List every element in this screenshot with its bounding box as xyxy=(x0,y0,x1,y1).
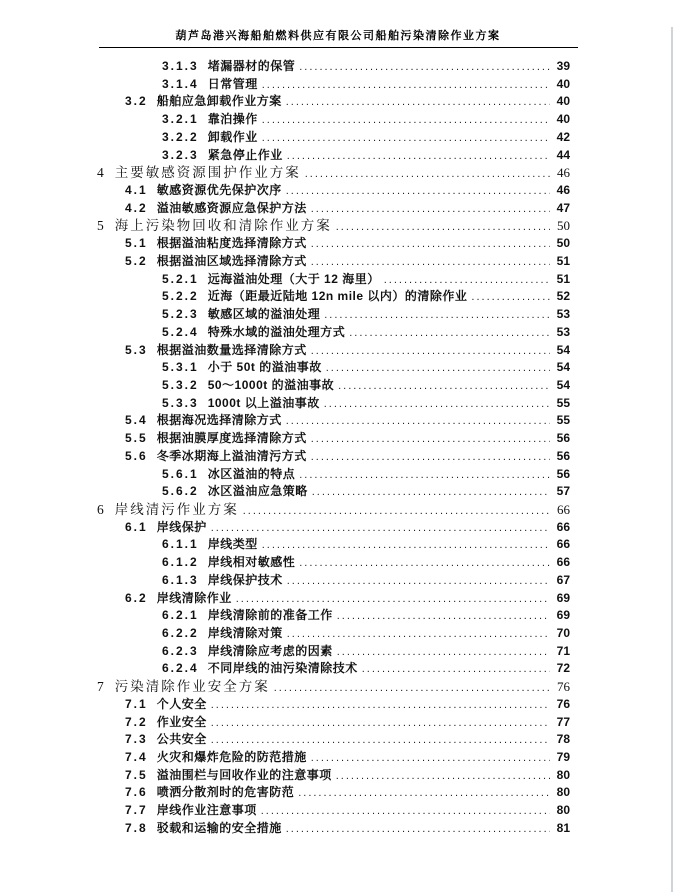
toc-entry-number: 7.5 xyxy=(125,767,148,782)
document-page xyxy=(0,27,676,892)
toc-dot-leader xyxy=(211,697,550,715)
toc-entry[interactable] xyxy=(0,820,676,838)
toc-entry-number: 5.2.1 xyxy=(162,271,199,286)
toc-entry-title: 驳载和运输的安全措施 xyxy=(156,820,282,835)
toc-entry-number: 6.1.1 xyxy=(162,537,199,552)
toc-entry[interactable] xyxy=(0,412,676,430)
toc-entry-title: 冰区溢油应急策略 xyxy=(207,484,308,499)
toc-entry-title: 敏感区域的溢油处理 xyxy=(207,307,321,322)
toc-entry-title: 岸线清污作业方案 xyxy=(114,501,239,517)
toc-entry[interactable] xyxy=(0,660,676,678)
toc-dot-leader xyxy=(262,112,550,130)
toc-entry[interactable] xyxy=(0,784,676,802)
toc-entry-number: 7 xyxy=(97,679,106,695)
toc-dot-leader xyxy=(362,661,550,679)
toc-entry[interactable] xyxy=(0,129,676,147)
toc-dot-leader xyxy=(311,236,550,254)
toc-entry-title: 船舶应急卸载作业方案 xyxy=(156,94,282,109)
toc-entry[interactable] xyxy=(0,288,676,306)
toc-entry-page: 55 xyxy=(556,395,570,410)
toc-entry-number: 7.1 xyxy=(125,696,148,711)
toc-entry-number: 6.1.2 xyxy=(162,555,199,570)
toc-entry-page: 54 xyxy=(556,360,570,375)
toc-entry-page: 46 xyxy=(557,165,570,181)
toc-entry-title: 岸线清除应考虑的因素 xyxy=(207,643,333,658)
toc-entry[interactable] xyxy=(0,554,676,572)
toc-entry-title: 个人安全 xyxy=(156,696,207,711)
document-header-title: 葫芦岛港兴海船舶燃料供应有限公司船舶污染清除作业方案 xyxy=(175,30,501,42)
toc-entry-page: 51 xyxy=(556,271,570,286)
toc-entry[interactable] xyxy=(0,235,676,253)
toc-entry-title: 堵漏器材的保管 xyxy=(207,59,296,73)
toc-dot-leader xyxy=(211,715,550,733)
toc-entry-title: 1000t 以上溢油事故 xyxy=(207,395,320,410)
toc-entry[interactable] xyxy=(0,111,676,129)
toc-entry-page: 67 xyxy=(556,572,570,587)
toc-entry-number: 5.2.4 xyxy=(162,324,199,339)
toc-dot-leader xyxy=(305,166,550,184)
toc-entry-number: 7.7 xyxy=(125,803,148,818)
toc-entry-page: 40 xyxy=(556,94,570,109)
toc-entry-page: 47 xyxy=(556,200,570,215)
toc-entry-number: 5.1 xyxy=(125,236,148,251)
toc-entry-page: 81 xyxy=(556,820,570,835)
toc-entry-title: 冬季冰期海上溢油清污方式 xyxy=(156,448,307,463)
toc-entry-page: 53 xyxy=(556,324,570,339)
toc-entry[interactable] xyxy=(0,342,676,360)
toc-entry-page: 56 xyxy=(556,448,570,463)
toc-entry[interactable] xyxy=(0,395,676,413)
toc-entry-page: 51 xyxy=(556,253,570,268)
toc-entry-page: 54 xyxy=(556,342,570,357)
toc-entry-title: 岸线作业注意事项 xyxy=(156,803,257,818)
toc-entry-number: 5.3 xyxy=(125,342,148,357)
toc-entry[interactable] xyxy=(0,590,676,608)
toc-dot-leader xyxy=(324,396,550,414)
toc-dot-leader xyxy=(262,77,550,95)
toc-entry-title: 岸线类型 xyxy=(207,537,258,552)
toc-entry-page: 42 xyxy=(556,129,570,144)
toc-entry[interactable] xyxy=(0,731,676,749)
toc-entry-title: 岸线清除前的准备工作 xyxy=(207,608,333,623)
toc-dot-leader xyxy=(236,591,550,609)
toc-entry[interactable] xyxy=(0,714,676,732)
toc-entry-title: 根据油膜厚度选择清除方式 xyxy=(156,431,307,446)
toc-entry[interactable] xyxy=(0,607,676,625)
toc-dot-leader xyxy=(337,644,550,662)
toc-entry[interactable] xyxy=(0,696,676,714)
toc-dot-leader xyxy=(243,503,550,521)
toc-entry-number: 3.2.1 xyxy=(162,112,199,127)
toc-dot-leader xyxy=(324,307,550,325)
toc-dot-leader xyxy=(299,59,550,77)
toc-entry-number: 5.5 xyxy=(125,431,148,446)
toc-entry-page: 52 xyxy=(556,289,570,304)
toc-entry-page: 77 xyxy=(556,714,570,729)
toc-dot-leader xyxy=(311,431,550,449)
toc-entry-number: 3.2.3 xyxy=(162,147,199,162)
toc-entry-title: 靠泊操作 xyxy=(207,112,258,127)
toc-entry-page: 76 xyxy=(556,696,570,711)
toc-dot-leader xyxy=(287,626,550,644)
toc-entry-number: 5.2.2 xyxy=(162,289,199,304)
toc-dot-leader xyxy=(471,289,550,307)
toc-dot-leader xyxy=(299,555,550,573)
toc-dot-leader xyxy=(311,449,550,467)
toc-entry-title: 溢油敏感资源应急保护方法 xyxy=(156,200,307,215)
toc-entry-page: 66 xyxy=(556,519,570,534)
toc-entry[interactable] xyxy=(0,200,676,218)
toc-entry-title: 小于 50t 的溢油事故 xyxy=(207,360,322,375)
toc-entry-number: 7.2 xyxy=(125,714,148,729)
toc-entry-page: 53 xyxy=(556,307,570,322)
toc-entry-page: 66 xyxy=(557,501,570,517)
toc-entry[interactable] xyxy=(0,802,676,820)
toc-entry-page: 50 xyxy=(557,218,570,234)
toc-entry-title: 岸线保护 xyxy=(156,519,207,534)
toc-entry-title: 溢油围栏与回收作业的注意事项 xyxy=(156,767,332,782)
toc-entry-page: 40 xyxy=(556,76,570,91)
toc-dot-leader xyxy=(262,130,550,148)
toc-entry-title: 特殊水域的溢油处理方式 xyxy=(207,324,346,339)
toc-entry-number: 6.2.3 xyxy=(162,643,199,658)
toc-dot-leader xyxy=(287,573,550,591)
toc-entry[interactable] xyxy=(0,448,676,466)
toc-dot-leader xyxy=(286,413,550,431)
toc-list xyxy=(0,58,676,838)
toc-entry-page: 72 xyxy=(556,661,570,676)
toc-entry-title: 根据溢油数量选择清除方式 xyxy=(156,342,307,357)
toc-entry-page: 44 xyxy=(556,147,570,162)
toc-dot-leader xyxy=(286,94,550,112)
toc-dot-leader xyxy=(311,201,550,219)
toc-dot-leader xyxy=(287,148,550,166)
toc-dot-leader xyxy=(262,537,550,555)
header-rule xyxy=(99,47,578,48)
toc-entry-title: 远海溢油处理（大于 12 海里） xyxy=(207,271,380,286)
toc-entry-title: 紧急停止作业 xyxy=(207,147,283,162)
toc-dot-leader xyxy=(337,608,550,626)
toc-entry-title: 根据溢油区域选择清除方式 xyxy=(156,253,307,268)
toc-entry-page: 80 xyxy=(556,785,570,800)
toc-entry[interactable] xyxy=(0,625,676,643)
toc-entry-page: 71 xyxy=(556,643,570,658)
toc-entry[interactable] xyxy=(0,359,676,377)
toc-entry[interactable] xyxy=(0,749,676,767)
toc-entry[interactable] xyxy=(0,377,676,395)
toc-entry-number: 3.2.2 xyxy=(162,129,199,144)
toc-entry-title: 根据海况选择清除方式 xyxy=(156,413,282,428)
toc-dot-leader xyxy=(298,785,550,803)
toc-entry-page: 57 xyxy=(556,484,570,499)
toc-dot-leader xyxy=(299,467,550,485)
toc-entry[interactable] xyxy=(0,767,676,785)
toc-entry-title: 喷洒分散剂时的危害防范 xyxy=(156,785,295,800)
toc-entry-number: 4.2 xyxy=(125,200,148,215)
toc-entry[interactable] xyxy=(0,678,676,696)
toc-entry-title: 岸线保护技术 xyxy=(207,572,283,587)
toc-entry-title: 50～1000t 的溢油事故 xyxy=(207,377,335,392)
toc-dot-leader xyxy=(311,750,550,768)
toc-entry[interactable] xyxy=(0,466,676,484)
toc-entry-page: 54 xyxy=(556,377,570,392)
toc-entry-number: 5.6 xyxy=(125,448,148,463)
toc-entry-page: 69 xyxy=(556,590,570,605)
toc-entry[interactable] xyxy=(0,643,676,661)
toc-dot-leader xyxy=(311,343,550,361)
toc-entry-page: 66 xyxy=(556,555,570,570)
toc-entry-number: 5.3.2 xyxy=(162,377,199,392)
toc-entry-number: 6.2.4 xyxy=(162,661,199,676)
toc-entry-number: 5.4 xyxy=(125,413,148,428)
toc-entry-number: 4.1 xyxy=(125,183,148,198)
toc-entry[interactable] xyxy=(0,217,676,235)
toc-dot-leader xyxy=(261,803,550,821)
toc-entry-title: 公共安全 xyxy=(156,732,207,747)
toc-entry-title: 冰区溢油的特点 xyxy=(207,466,296,481)
toc-dot-leader xyxy=(211,520,550,538)
toc-entry-page: 69 xyxy=(556,608,570,623)
toc-entry-title: 敏感资源优先保护次序 xyxy=(156,183,282,198)
toc-entry-title: 卸载作业 xyxy=(207,129,258,144)
toc-entry-number: 3.2 xyxy=(125,94,148,109)
toc-entry[interactable] xyxy=(0,572,676,590)
toc-entry-number: 6.1.3 xyxy=(162,572,199,587)
toc-entry-title: 不同岸线的油污染清除技术 xyxy=(207,661,358,676)
document-header xyxy=(0,27,676,48)
toc-entry-number: 6 xyxy=(97,501,106,517)
toc-entry-number: 3.1.3 xyxy=(162,59,199,73)
pane-divider xyxy=(671,27,673,892)
toc-entry-number: 5 xyxy=(97,218,106,234)
toc-dot-leader xyxy=(336,768,550,786)
toc-entry[interactable] xyxy=(0,58,676,76)
toc-entry-page: 78 xyxy=(556,732,570,747)
toc-entry-title: 岸线清除作业 xyxy=(156,590,232,605)
toc-entry-page: 50 xyxy=(556,236,570,251)
toc-entry[interactable] xyxy=(0,324,676,342)
toc-dot-leader xyxy=(286,183,550,201)
toc-dot-leader xyxy=(311,254,550,272)
toc-dot-leader xyxy=(338,378,550,396)
toc-entry-title: 污染清除作业安全方案 xyxy=(114,679,270,695)
toc-entry-page: 76 xyxy=(557,679,570,695)
toc-entry[interactable] xyxy=(0,536,676,554)
toc-entry[interactable] xyxy=(0,483,676,501)
toc-entry-title: 根据溢油粘度选择清除方式 xyxy=(156,236,307,251)
toc-entry-number: 5.6.2 xyxy=(162,484,199,499)
toc-entry-page: 46 xyxy=(556,183,570,198)
toc-entry[interactable] xyxy=(0,519,676,537)
toc-entry-title: 火灾和爆炸危险的防范措施 xyxy=(156,750,307,765)
toc-entry-title: 日常管理 xyxy=(207,76,258,91)
toc-entry[interactable] xyxy=(0,182,676,200)
toc-entry[interactable] xyxy=(0,306,676,324)
toc-entry-number: 7.3 xyxy=(125,732,148,747)
toc-entry-number: 6.2.1 xyxy=(162,608,199,623)
toc-entry-title: 作业安全 xyxy=(156,714,207,729)
toc-entry[interactable] xyxy=(0,253,676,271)
toc-entry-page: 80 xyxy=(556,803,570,818)
toc-entry-number: 7.8 xyxy=(125,820,148,835)
toc-entry-page: 70 xyxy=(556,626,570,640)
toc-entry-page: 40 xyxy=(556,112,570,127)
toc-entry-page: 66 xyxy=(556,537,570,552)
toc-entry-page: 80 xyxy=(556,767,570,782)
toc-dot-leader xyxy=(211,732,550,750)
toc-entry-number: 5.3.1 xyxy=(162,360,199,375)
toc-entry[interactable] xyxy=(0,501,676,519)
toc-entry[interactable] xyxy=(0,271,676,289)
toc-entry-number: 5.3.3 xyxy=(162,395,199,410)
toc-entry-number: 3.1.4 xyxy=(162,76,199,91)
toc-entry-number: 4 xyxy=(97,165,106,181)
toc-entry-number: 5.2 xyxy=(125,253,148,268)
toc-entry-page: 56 xyxy=(556,431,570,446)
toc-entry-number: 7.4 xyxy=(125,750,148,765)
toc-dot-leader xyxy=(326,360,550,378)
toc-entry[interactable] xyxy=(0,164,676,182)
toc-dot-leader xyxy=(286,821,550,839)
toc-entry-number: 6.1 xyxy=(125,519,148,534)
toc-entry-number: 5.6.1 xyxy=(162,466,199,481)
toc-entry-page: 39 xyxy=(556,59,570,73)
toc-entry-page: 55 xyxy=(556,413,570,428)
toc-entry-title: 主要敏感资源围护作业方案 xyxy=(114,165,301,181)
toc-dot-leader xyxy=(384,272,550,290)
toc-entry-title: 岸线清除对策 xyxy=(207,626,283,640)
toc-entry-number: 6.2.2 xyxy=(162,626,199,640)
toc-dot-leader xyxy=(336,219,550,237)
toc-entry-page: 56 xyxy=(556,466,570,481)
toc-entry-title: 海上污染物回收和清除作业方案 xyxy=(114,218,332,234)
toc-entry[interactable] xyxy=(0,430,676,448)
toc-entry-title: 近海（距最近陆地 12n mile 以内）的清除作业 xyxy=(207,289,468,304)
toc-entry-number: 6.2 xyxy=(125,590,148,605)
toc-dot-leader xyxy=(349,325,550,343)
toc-dot-leader xyxy=(274,680,550,698)
toc-entry[interactable] xyxy=(0,93,676,111)
toc-entry-number: 5.2.3 xyxy=(162,307,199,322)
toc-entry[interactable] xyxy=(0,147,676,165)
toc-entry-title: 岸线相对敏感性 xyxy=(207,555,296,570)
toc-entry-number: 7.6 xyxy=(125,785,148,800)
toc-dot-leader xyxy=(312,484,550,502)
toc-entry[interactable] xyxy=(0,76,676,94)
toc-entry-page: 79 xyxy=(556,750,570,765)
